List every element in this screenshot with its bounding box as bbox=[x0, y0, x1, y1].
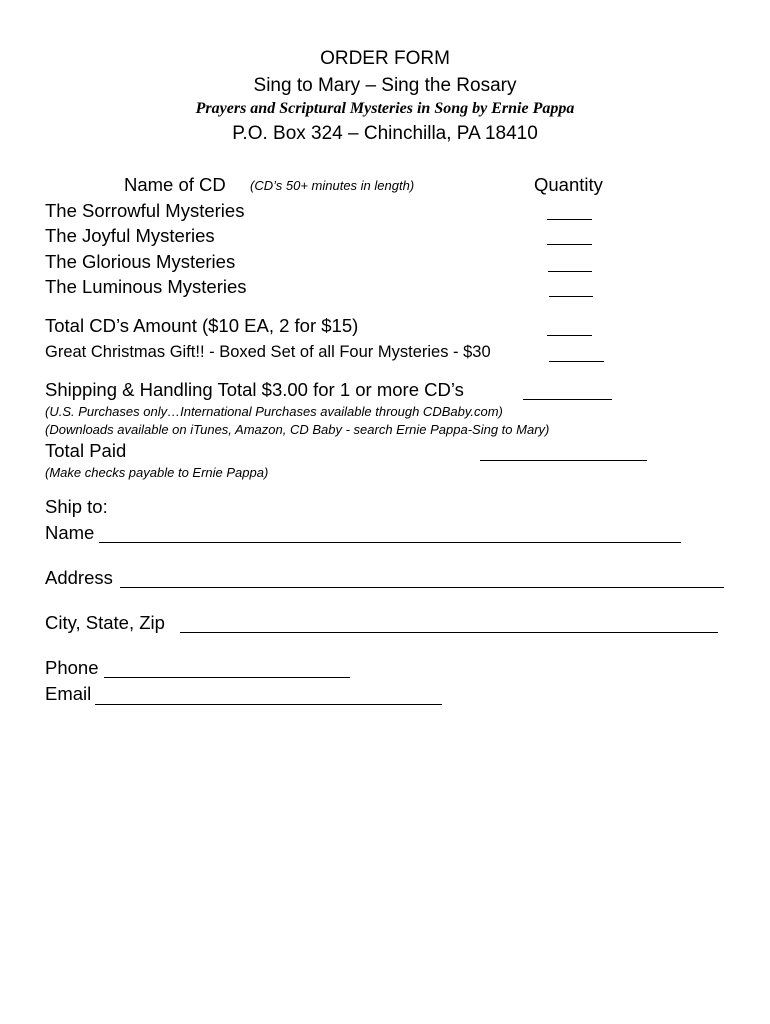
quantity-field-sorrowful[interactable] bbox=[547, 219, 592, 220]
name-label: Name bbox=[45, 522, 95, 543]
mailing-address: P.O. Box 324 – Chinchilla, PA 18410 bbox=[232, 123, 538, 144]
checks-note: (Make checks payable to Ernie Pappa) bbox=[45, 465, 269, 480]
gift-set-label: Great Christmas Gift!! - Boxed Set of all Four Mysteries - $30 bbox=[45, 343, 491, 361]
address-field[interactable] bbox=[120, 587, 724, 588]
item-glorious: The Glorious Mysteries bbox=[45, 251, 236, 272]
quantity-field-joyful[interactable] bbox=[547, 244, 592, 245]
city-state-zip-label: City, State, Zip bbox=[45, 612, 165, 633]
name-field[interactable] bbox=[99, 542, 681, 543]
form-subtitle: Sing to Mary – Sing the Rosary bbox=[253, 75, 517, 96]
email-label: Email bbox=[45, 683, 92, 704]
cd-length-note: (CD’s 50+ minutes in length) bbox=[250, 178, 415, 193]
total-cd-amount-label: Total CD’s Amount ($10 EA, 2 for $15) bbox=[45, 315, 359, 336]
ship-to-heading: Ship to: bbox=[45, 496, 108, 517]
form-title: ORDER FORM bbox=[320, 48, 450, 69]
gift-set-quantity-field[interactable] bbox=[549, 361, 604, 362]
address-label: Address bbox=[45, 567, 113, 588]
shipping-field[interactable] bbox=[523, 399, 612, 400]
total-paid-field[interactable] bbox=[480, 460, 647, 461]
email-field[interactable] bbox=[95, 704, 442, 705]
quantity-field-luminous[interactable] bbox=[549, 296, 593, 297]
quantity-header: Quantity bbox=[534, 174, 603, 195]
total-paid-label: Total Paid bbox=[45, 440, 127, 461]
city-state-zip-field[interactable] bbox=[180, 632, 718, 633]
item-sorrowful: The Sorrowful Mysteries bbox=[45, 200, 245, 221]
shipping-label: Shipping & Handling Total $3.00 for 1 or more CD’s bbox=[45, 379, 464, 400]
item-luminous: The Luminous Mysteries bbox=[45, 276, 247, 297]
total-cd-amount-field[interactable] bbox=[547, 335, 592, 336]
form-tagline: Prayers and Scriptural Mysteries in Song by Ernie Pappa bbox=[195, 100, 575, 117]
shipping-note-downloads: (Downloads available on iTunes, Amazon, CD Baby - search Ernie Pappa-Sing to Mary) bbox=[45, 422, 550, 437]
cd-name-header: Name of CD bbox=[124, 174, 226, 195]
phone-field[interactable] bbox=[104, 677, 350, 678]
phone-label: Phone bbox=[45, 657, 99, 678]
quantity-field-glorious[interactable] bbox=[548, 271, 592, 272]
item-joyful: The Joyful Mysteries bbox=[45, 225, 215, 246]
shipping-note-us: (U.S. Purchases only…International Purchases available through CDBaby.com) bbox=[45, 404, 503, 419]
